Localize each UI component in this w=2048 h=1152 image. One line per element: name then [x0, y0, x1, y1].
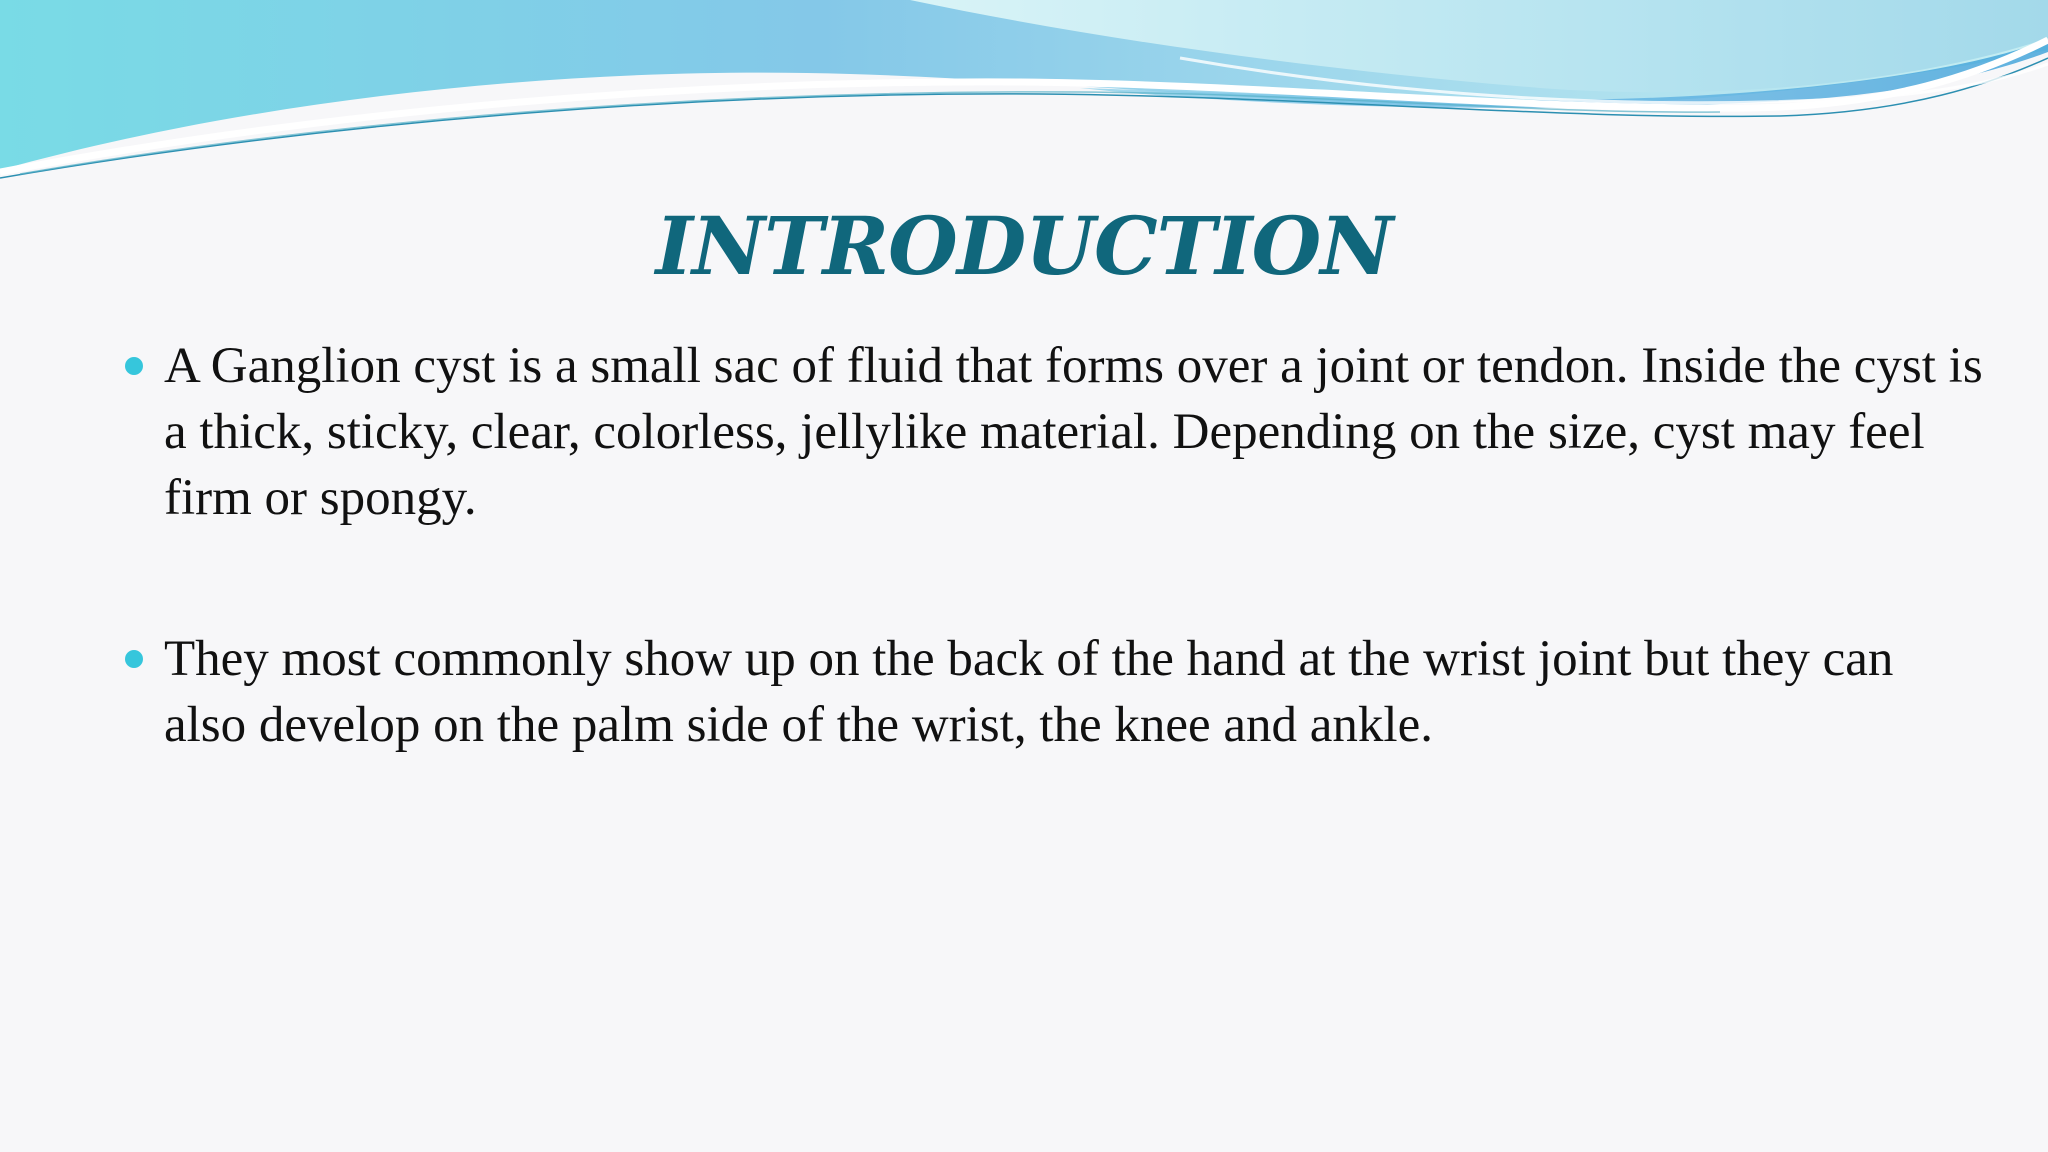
bullet-item [125, 626, 1985, 758]
bullet-list [125, 333, 1985, 758]
slide-title: INTRODUCTION [655, 199, 1393, 293]
bullet-dot-icon [125, 650, 143, 668]
header-wave-decoration [0, 0, 2048, 200]
bullet-text: A Ganglion cyst is a small sac of fluid that forms over a joint or tendon. Inside the cyst is a thick, sticky, clear, colorless, jellylike material. Depending on the size, cyst may feel firm or spongy. [164, 338, 1983, 526]
bullet-item [125, 333, 1985, 531]
bullet-dot-icon [125, 357, 143, 375]
bullet-text: They most commonly show up on the back of the hand at the wrist joint but they can also develop on the palm side of the wrist, the knee and ankle. [164, 631, 1894, 753]
